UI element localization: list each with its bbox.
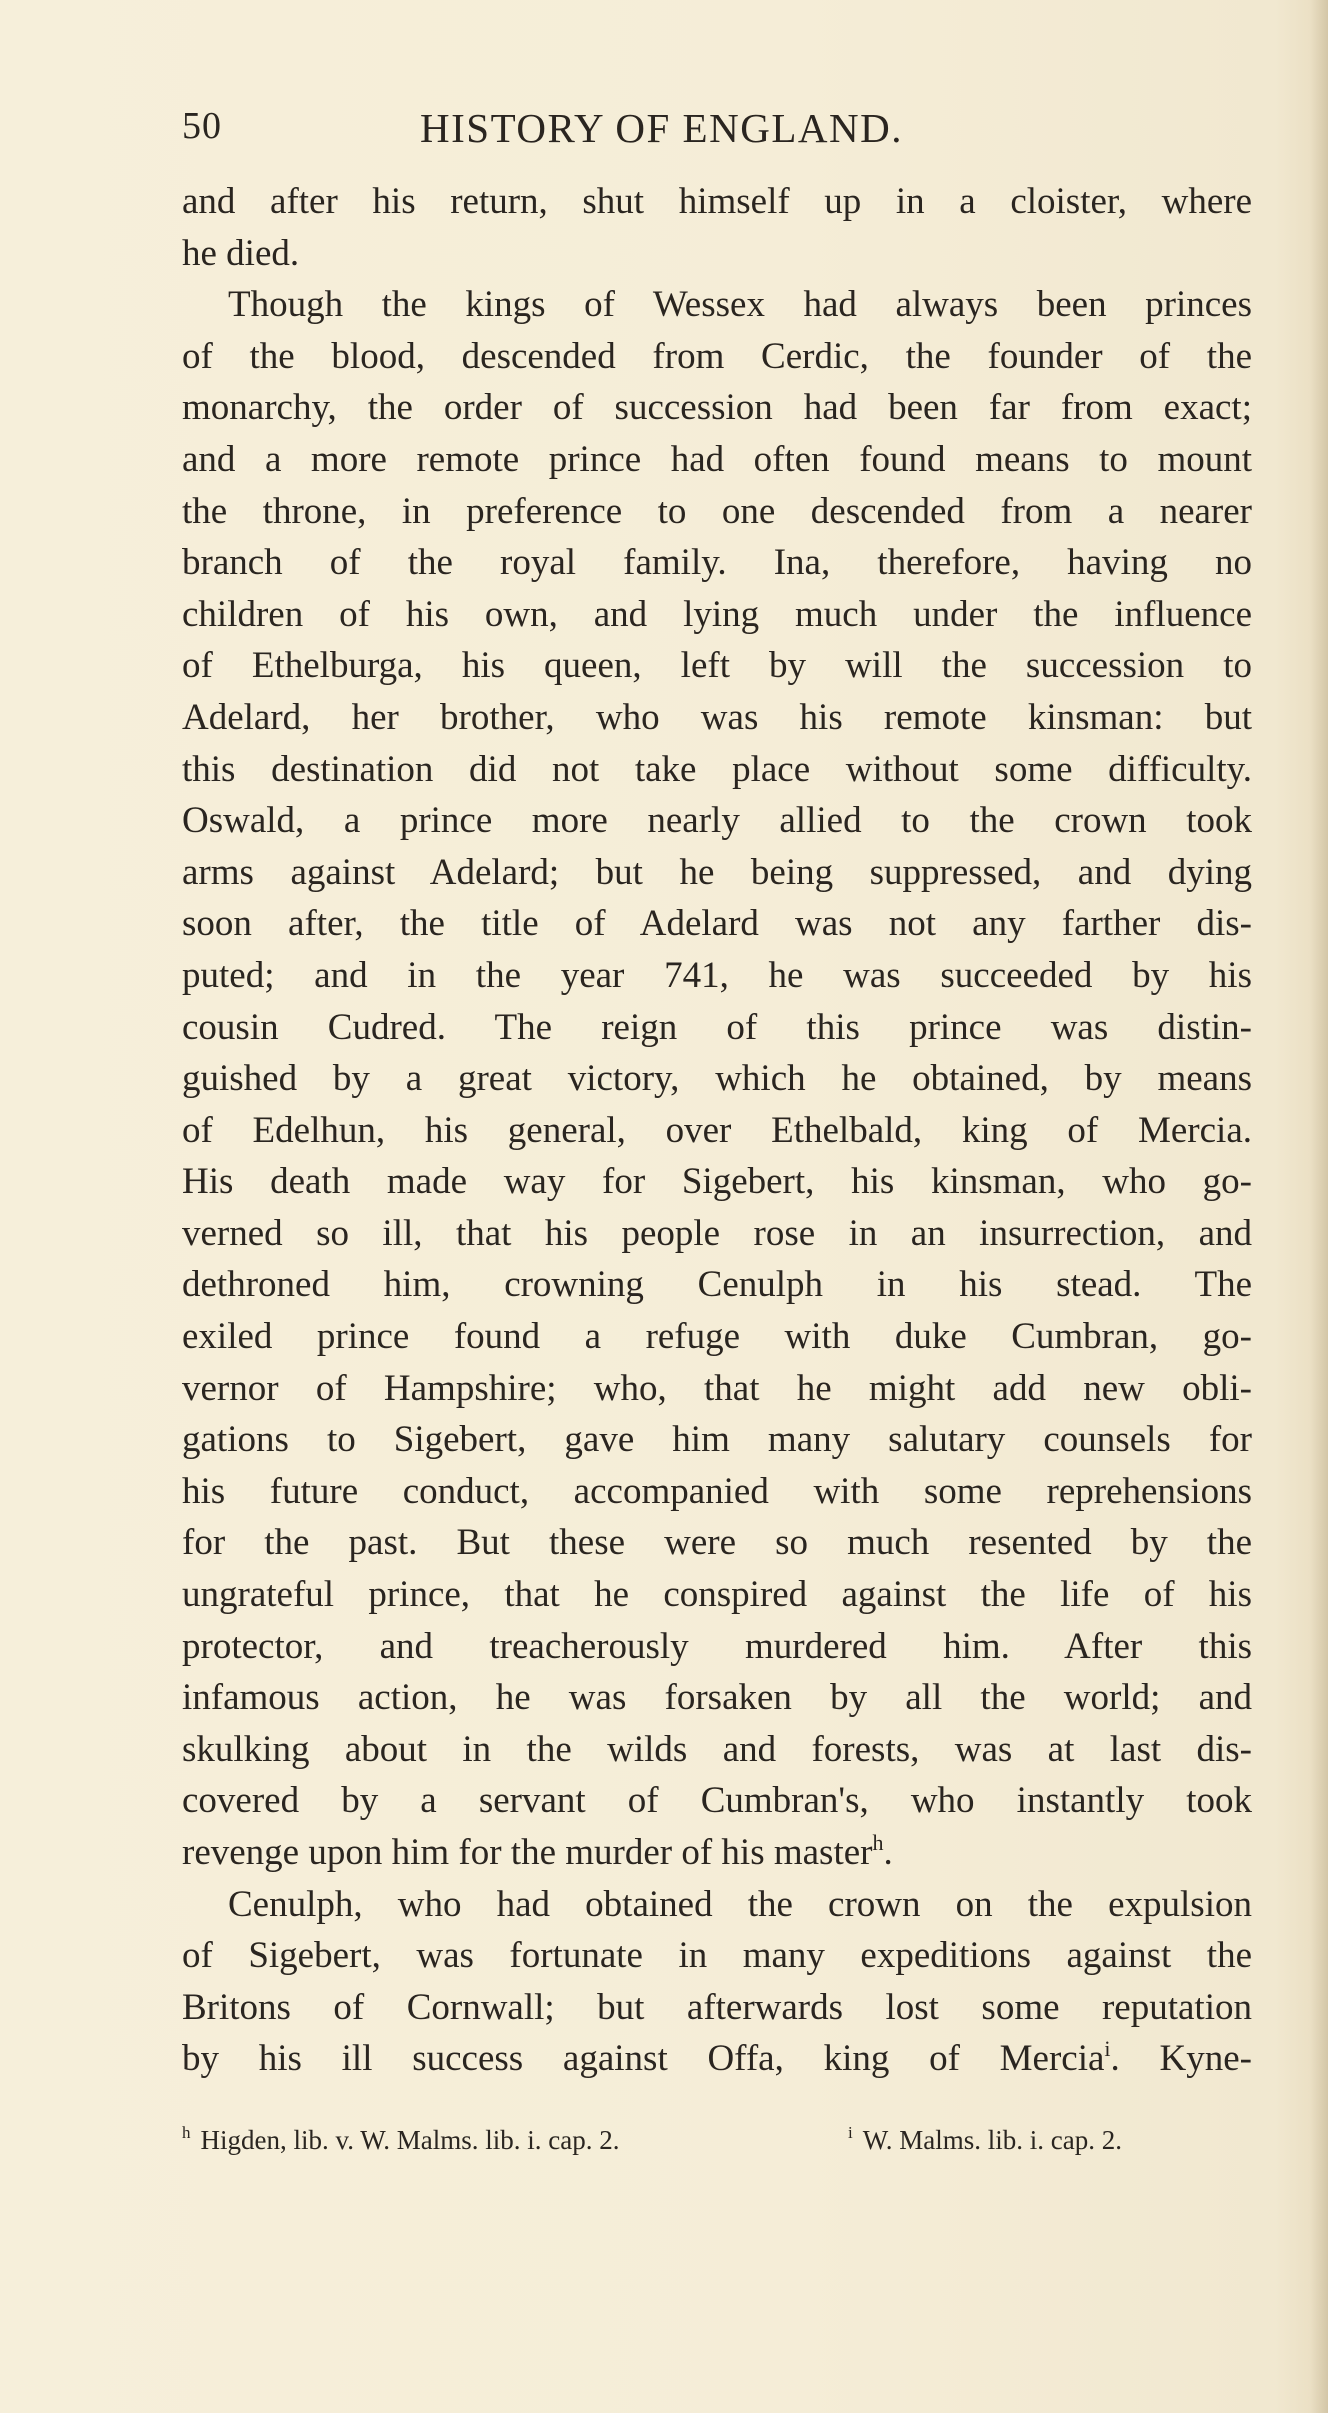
footnote-text: W. Malms. lib. i. cap. 2. [862, 2125, 1122, 2155]
text-line: infamous action, he was forsaken by all the world; and [182, 1677, 1252, 1719]
footnote-marker: i [848, 2123, 853, 2142]
text-line: children of his own, and lying much under the influence [182, 593, 1252, 635]
body-text [182, 176, 1252, 2085]
text-line: of Ethelburga, his queen, left by will the succession to [182, 645, 1252, 687]
footnote-ref-i: i [1104, 2036, 1111, 2062]
text-line: the throne, in preference to one descended from a nearer [182, 490, 1252, 532]
text-line: by his ill success against Offa, king of Mercia$^i$. Kyne- [182, 2036, 1252, 2080]
text-line: cousin Cudred. The reign of this prince was distin- [182, 1006, 1252, 1048]
text-line: of Sigebert, was fortunate in many expeditions against the [182, 1935, 1252, 1977]
text-line: guished by a great victory, which he obtained, by means [182, 1058, 1252, 1100]
text-line: Adelard, her brother, who was his remote kinsman: but [182, 696, 1252, 738]
text-line: soon after, the title of Adelard was not any farther dis- [182, 903, 1252, 945]
text-line: exiled prince found a refuge with duke Cumbran, go- [182, 1316, 1252, 1358]
text-line: and after his return, shut himself up in a cloister, where [182, 181, 1252, 222]
text-line: he died. [182, 232, 300, 274]
footnote-h [182, 2120, 619, 2160]
text-line: protector, and treacherously murdered him. After this [182, 1625, 1252, 1667]
text-line: skulking about in the wilds and forests, was at last dis- [182, 1728, 1252, 1770]
text-line: Oswald, a prince more nearly allied to the crown took [182, 800, 1252, 842]
text-line: dethroned him, crowning Cenulph in his stead. The [182, 1264, 1252, 1306]
text-line: revenge upon him for the murder of his master$^h$. [182, 1830, 893, 1873]
text-line: vernor of Hampshire; who, that he might add new obli- [182, 1367, 1252, 1409]
text-line: of Edelhun, his general, over Ethelbald, king of Mercia. [182, 1109, 1252, 1151]
footnote-text: Higden, lib. v. W. Malms. lib. i. cap. 2. [200, 2125, 620, 2155]
text-line: Britons of Cornwall; but afterwards lost some reputation [182, 1986, 1252, 2028]
text-line: verned so ill, that his people rose in an insurrection, and [182, 1212, 1252, 1254]
running-head: HISTORY OF ENGLAND. [420, 105, 903, 151]
text-line: covered by a servant of Cumbran's, who instantly took [182, 1780, 1252, 1822]
text-line: His death made way for Sigebert, his kinsman, who go- [182, 1161, 1252, 1203]
footnote-marker: h [182, 2123, 191, 2142]
footnote-ref-h: h [872, 1830, 884, 1855]
footnote-i [848, 2120, 1122, 2160]
text-line: gations to Sigebert, gave him many salutary counsels for [182, 1419, 1252, 1461]
text-line: ungrateful prince, that he conspired against the life of his [182, 1574, 1252, 1616]
paragraph-start-line: Cenulph, who had obtained the crown on the expulsion [228, 1883, 1252, 1925]
text-line: arms against Adelard; but he being suppressed, and dying [182, 851, 1252, 893]
text-line: monarchy, the order of succession had been far from exact; [182, 387, 1252, 429]
text-line: of the blood, descended from Cerdic, the founder of the [182, 335, 1252, 377]
text-line: his future conduct, accompanied with some reprehensions [182, 1470, 1252, 1512]
text-line: for the past. But these were so much resented by the [182, 1522, 1252, 1564]
paragraph-start-line: Though the kings of Wessex had always been princes [228, 284, 1252, 326]
text-line: this destination did not take place without some difficulty. [182, 748, 1252, 790]
text-line: and a more remote prince had often found means to mount [182, 438, 1252, 480]
page-number: 50 [182, 105, 222, 147]
text-line: branch of the royal family. Ina, therefore, having no [182, 542, 1252, 584]
text-line: puted; and in the year 741, he was succeeded by his [182, 954, 1252, 996]
page-edge-shadow [1310, 0, 1328, 2413]
page-header [182, 104, 1252, 164]
